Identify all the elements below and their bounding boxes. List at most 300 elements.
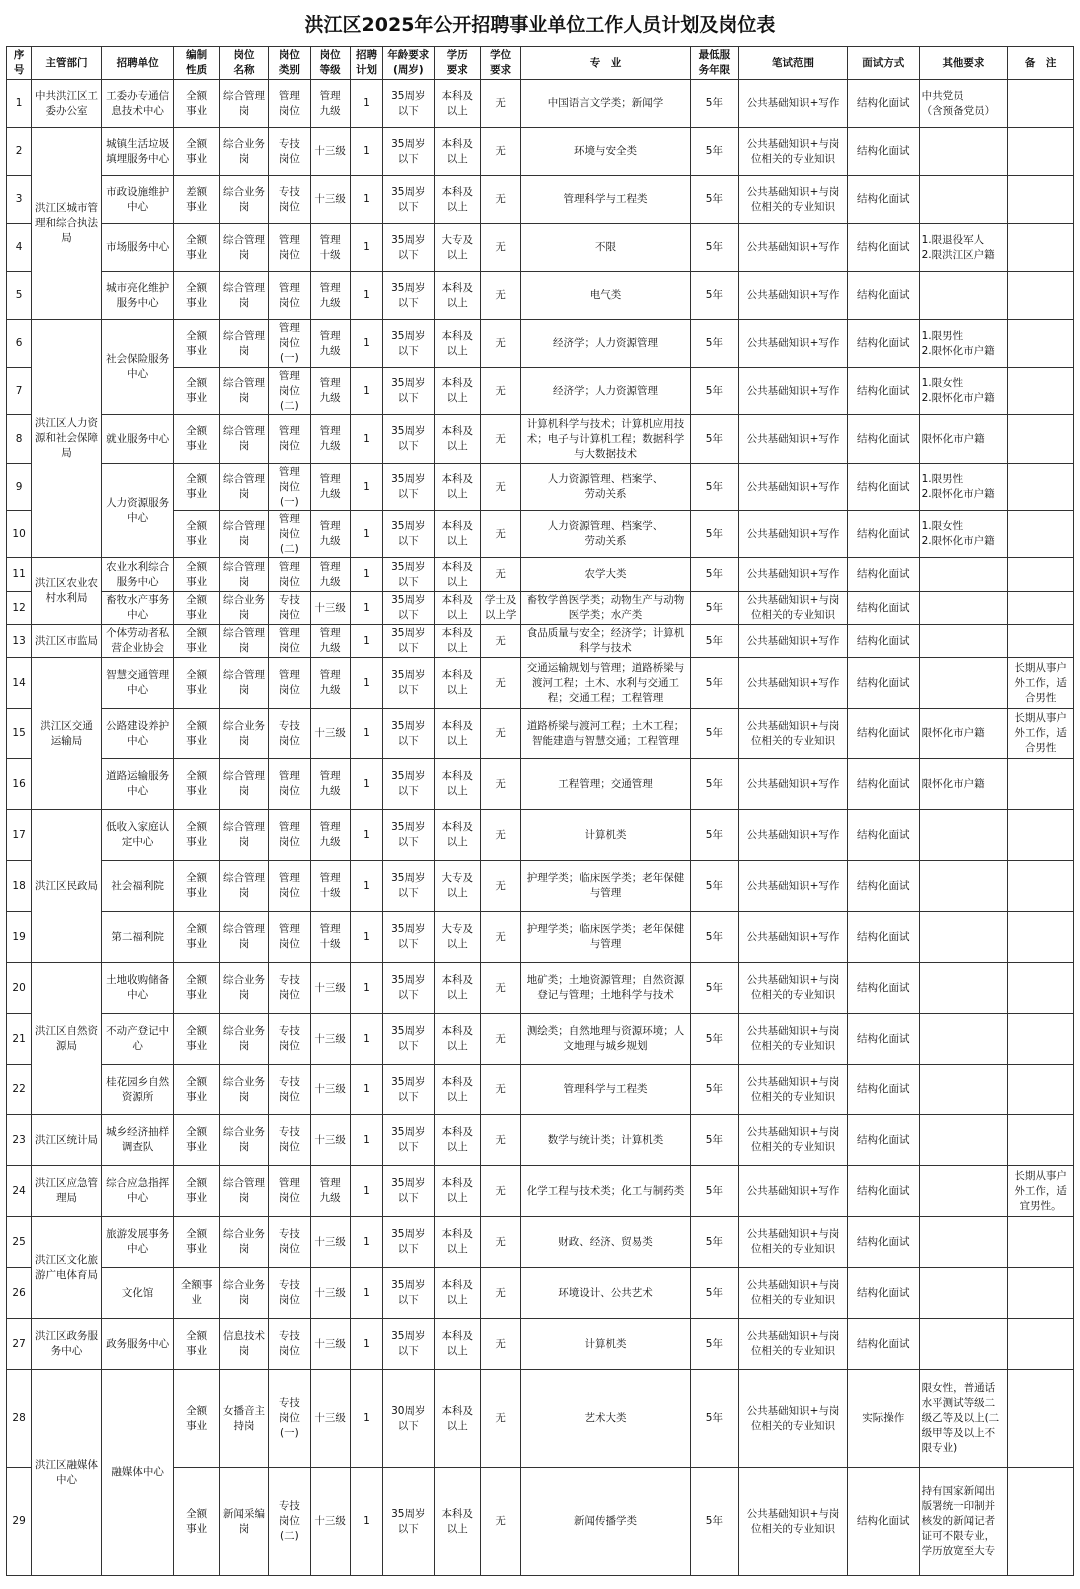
cell-interview: 结构化面试 — [847, 1166, 919, 1217]
recruitment-table — [6, 46, 1074, 1576]
cell-interview: 结构化面试 — [847, 320, 919, 368]
cell-category: 管理 岗位 — [269, 224, 310, 272]
cell-age: 35周岁 以下 — [383, 759, 434, 810]
cell-level: 管理 九级 — [310, 511, 350, 558]
cell-education: 本科及 以上 — [434, 1468, 480, 1576]
cell-age: 35周岁 以下 — [383, 558, 434, 592]
cell-interview: 结构化面试 — [847, 1468, 919, 1576]
cell-major: 数学与统计类；计算机类 — [521, 1115, 690, 1166]
cell-interview: 结构化面试 — [847, 1065, 919, 1115]
cell-post: 综合管理 岗 — [219, 368, 268, 415]
cell-category: 专技 岗位 — [269, 963, 310, 1014]
cell-age: 35周岁 以下 — [383, 625, 434, 658]
cell-other-requirements: 1.限女性 2.限怀化市户籍 — [919, 511, 1008, 558]
cell-other-requirements — [919, 1115, 1008, 1166]
cell-level: 管理 九级 — [310, 464, 350, 511]
table-row — [7, 558, 1074, 592]
cell-plan: 1 — [350, 1468, 382, 1576]
cell-post: 综合业务 岗 — [219, 1217, 268, 1268]
cell-major: 环境设计、公共艺术 — [521, 1268, 690, 1319]
cell-unit: 社会保险服务 中心 — [101, 320, 174, 415]
cell-exam-scope: 公共基础知识+写作 — [739, 415, 848, 464]
cell-age: 35周岁 以下 — [383, 511, 434, 558]
cell-interview: 结构化面试 — [847, 658, 919, 709]
cell-min-years: 5年 — [690, 625, 738, 658]
cell-other-requirements: 持有国家新闻出 版署统一印制并 核发的新闻记者 证可不限专业， 学历放宽至大专 — [919, 1468, 1008, 1576]
column-header: 主管部门 — [32, 47, 102, 80]
column-header: 学历 要求 — [434, 47, 480, 80]
cell-unit: 城镇生活垃圾 填埋服务中心 — [101, 128, 174, 176]
cell-exam-scope: 公共基础知识+写作 — [739, 80, 848, 128]
cell-nature: 全额 事业 — [174, 810, 219, 861]
cell-no: 7 — [7, 368, 32, 415]
cell-education: 本科及 以上 — [434, 1115, 480, 1166]
cell-age: 35周岁 以下 — [383, 810, 434, 861]
cell-min-years: 5年 — [690, 1370, 738, 1468]
cell-post: 综合管理 岗 — [219, 511, 268, 558]
cell-level: 管理 十级 — [310, 224, 350, 272]
cell-nature: 全额 事业 — [174, 80, 219, 128]
cell-no: 10 — [7, 511, 32, 558]
cell-unit: 不动产登记中 心 — [101, 1014, 174, 1065]
cell-unit: 畜牧水产事务 中心 — [101, 592, 174, 625]
cell-degree: 无 — [480, 1115, 520, 1166]
cell-age: 35周岁 以下 — [383, 1468, 434, 1576]
cell-other-requirements: 限怀化市户籍 — [919, 709, 1008, 759]
cell-unit: 桂花园乡自然 资源所 — [101, 1065, 174, 1115]
cell-min-years: 5年 — [690, 1217, 738, 1268]
cell-note — [1008, 272, 1074, 320]
cell-other-requirements: 1.限男性 2.限怀化市户籍 — [919, 464, 1008, 511]
cell-note — [1008, 176, 1074, 224]
cell-category: 专技 岗位 — [269, 1217, 310, 1268]
column-header: 岗位 名称 — [219, 47, 268, 80]
cell-exam-scope: 公共基础知识+写作 — [739, 861, 848, 912]
table-row — [7, 415, 1074, 464]
cell-category: 管理 岗位 — [269, 658, 310, 709]
cell-other-requirements: 限女性，普通话 水平测试等级二 级乙等及以上(二 级甲等及以上不 限专业) — [919, 1370, 1008, 1468]
cell-no: 14 — [7, 658, 32, 709]
cell-level: 管理 九级 — [310, 320, 350, 368]
cell-plan: 1 — [350, 464, 382, 511]
cell-unit: 人力资源服务 中心 — [101, 464, 174, 558]
cell-note — [1008, 1115, 1074, 1166]
cell-nature: 全额 事业 — [174, 1166, 219, 1217]
cell-level: 十三级 — [310, 1014, 350, 1065]
cell-nature: 全额 事业 — [174, 912, 219, 963]
cell-education: 本科及 以上 — [434, 658, 480, 709]
cell-category: 专技 岗位 (一) — [269, 1370, 310, 1468]
cell-exam-scope: 公共基础知识+写作 — [739, 810, 848, 861]
cell-interview: 结构化面试 — [847, 128, 919, 176]
cell-other-requirements — [919, 1166, 1008, 1217]
cell-education: 本科及 以上 — [434, 709, 480, 759]
cell-note — [1008, 759, 1074, 810]
cell-unit: 市政设施维护 中心 — [101, 176, 174, 224]
cell-note — [1008, 592, 1074, 625]
cell-age: 30周岁 以下 — [383, 1370, 434, 1468]
cell-department: 洪江区自然资 源局 — [32, 963, 102, 1115]
cell-major: 电气类 — [521, 272, 690, 320]
cell-unit: 农业水利综合 服务中心 — [101, 558, 174, 592]
cell-unit: 市场服务中心 — [101, 224, 174, 272]
cell-education: 本科及 以上 — [434, 759, 480, 810]
cell-plan: 1 — [350, 128, 382, 176]
cell-education: 本科及 以上 — [434, 1065, 480, 1115]
cell-level: 管理 九级 — [310, 625, 350, 658]
cell-level: 管理 九级 — [310, 658, 350, 709]
cell-min-years: 5年 — [690, 810, 738, 861]
cell-post: 综合管理 岗 — [219, 415, 268, 464]
cell-note — [1008, 1065, 1074, 1115]
column-header: 其他要求 — [919, 47, 1008, 80]
cell-education: 本科及 以上 — [434, 176, 480, 224]
cell-education: 大专及 以上 — [434, 912, 480, 963]
cell-age: 35周岁 以下 — [383, 128, 434, 176]
cell-post: 综合业务 岗 — [219, 128, 268, 176]
cell-level: 管理 十级 — [310, 861, 350, 912]
cell-note — [1008, 861, 1074, 912]
cell-major: 工程管理；交通管理 — [521, 759, 690, 810]
cell-plan: 1 — [350, 1319, 382, 1370]
cell-department: 洪江区政务服 务中心 — [32, 1319, 102, 1370]
cell-min-years: 5年 — [690, 1468, 738, 1576]
cell-post: 综合管理 岗 — [219, 861, 268, 912]
cell-unit: 城市亮化维护 服务中心 — [101, 272, 174, 320]
cell-age: 35周岁 以下 — [383, 415, 434, 464]
cell-degree: 无 — [480, 1217, 520, 1268]
cell-nature: 全额 事业 — [174, 128, 219, 176]
cell-plan: 1 — [350, 1014, 382, 1065]
cell-level: 管理 十级 — [310, 912, 350, 963]
cell-department: 洪江区统计局 — [32, 1115, 102, 1166]
cell-min-years: 5年 — [690, 558, 738, 592]
cell-exam-scope: 公共基础知识+写作 — [739, 320, 848, 368]
cell-education: 本科及 以上 — [434, 1166, 480, 1217]
cell-nature: 全额 事业 — [174, 1370, 219, 1468]
cell-exam-scope: 公共基础知识+与岗 位相关的专业知识 — [739, 1115, 848, 1166]
cell-degree: 无 — [480, 176, 520, 224]
cell-nature: 全额 事业 — [174, 320, 219, 368]
cell-level: 管理 九级 — [310, 80, 350, 128]
cell-min-years: 5年 — [690, 272, 738, 320]
cell-other-requirements: 1.限女性 2.限怀化市户籍 — [919, 368, 1008, 415]
cell-post: 信息技术 岗 — [219, 1319, 268, 1370]
cell-category: 专技 岗位 — [269, 1014, 310, 1065]
cell-age: 35周岁 以下 — [383, 1268, 434, 1319]
cell-post: 综合业务 岗 — [219, 176, 268, 224]
cell-unit: 公路建设养护 中心 — [101, 709, 174, 759]
cell-min-years: 5年 — [690, 1268, 738, 1319]
cell-level: 管理 九级 — [310, 272, 350, 320]
cell-post: 综合业务 岗 — [219, 1115, 268, 1166]
cell-interview: 结构化面试 — [847, 810, 919, 861]
column-header: 岗位 类别 — [269, 47, 310, 80]
cell-plan: 1 — [350, 511, 382, 558]
cell-exam-scope: 公共基础知识+写作 — [739, 558, 848, 592]
cell-interview: 结构化面试 — [847, 1217, 919, 1268]
cell-level: 十三级 — [310, 1115, 350, 1166]
cell-other-requirements — [919, 861, 1008, 912]
cell-other-requirements: 中共党员 （含预备党员） — [919, 80, 1008, 128]
cell-interview: 结构化面试 — [847, 224, 919, 272]
cell-nature: 全额 事业 — [174, 963, 219, 1014]
cell-post: 综合管理 岗 — [219, 464, 268, 511]
cell-no: 26 — [7, 1268, 32, 1319]
cell-no: 6 — [7, 320, 32, 368]
cell-other-requirements — [919, 592, 1008, 625]
cell-post: 综合业务 岗 — [219, 1065, 268, 1115]
cell-note — [1008, 1370, 1074, 1468]
table-row — [7, 1166, 1074, 1217]
cell-no: 3 — [7, 176, 32, 224]
cell-degree: 无 — [480, 1014, 520, 1065]
cell-min-years: 5年 — [690, 511, 738, 558]
cell-age: 35周岁 以下 — [383, 1115, 434, 1166]
cell-education: 本科及 以上 — [434, 272, 480, 320]
cell-exam-scope: 公共基础知识+写作 — [739, 912, 848, 963]
cell-level: 十三级 — [310, 176, 350, 224]
cell-other-requirements: 限怀化市户籍 — [919, 415, 1008, 464]
cell-department: 洪江区文化旅 游广电体育局 — [32, 1217, 102, 1319]
cell-post: 综合管理 岗 — [219, 759, 268, 810]
cell-no: 15 — [7, 709, 32, 759]
cell-other-requirements — [919, 625, 1008, 658]
cell-exam-scope: 公共基础知识+写作 — [739, 658, 848, 709]
cell-unit: 旅游发展事务 中心 — [101, 1217, 174, 1268]
cell-min-years: 5年 — [690, 176, 738, 224]
cell-major: 食品质量与安全；经济学；计算机 科学与技术 — [521, 625, 690, 658]
cell-plan: 1 — [350, 625, 382, 658]
cell-exam-scope: 公共基础知识+与岗 位相关的专业知识 — [739, 176, 848, 224]
cell-min-years: 5年 — [690, 415, 738, 464]
cell-category: 管理 岗位 (二) — [269, 368, 310, 415]
cell-level: 十三级 — [310, 1319, 350, 1370]
cell-note — [1008, 511, 1074, 558]
cell-degree: 无 — [480, 224, 520, 272]
cell-major: 护理学类；临床医学类；老年保健 与管理 — [521, 912, 690, 963]
cell-age: 35周岁 以下 — [383, 709, 434, 759]
cell-major: 道路桥梁与渡河工程；土木工程； 智能建造与智慧交通；工程管理 — [521, 709, 690, 759]
cell-other-requirements — [919, 128, 1008, 176]
cell-plan: 1 — [350, 592, 382, 625]
cell-age: 35周岁 以下 — [383, 658, 434, 709]
cell-category: 管理 岗位 — [269, 912, 310, 963]
cell-age: 35周岁 以下 — [383, 464, 434, 511]
column-header: 最低服 务年限 — [690, 47, 738, 80]
cell-exam-scope: 公共基础知识+与岗 位相关的专业知识 — [739, 963, 848, 1014]
cell-degree: 无 — [480, 1065, 520, 1115]
cell-education: 大专及 以上 — [434, 861, 480, 912]
column-header: 招聘单位 — [101, 47, 174, 80]
cell-degree: 无 — [480, 759, 520, 810]
cell-department: 洪江区市监局 — [32, 625, 102, 658]
cell-major: 化学工程与技术类；化工与制药类 — [521, 1166, 690, 1217]
cell-education: 本科及 以上 — [434, 592, 480, 625]
cell-note — [1008, 368, 1074, 415]
cell-level: 十三级 — [310, 709, 350, 759]
cell-category: 专技 岗位 — [269, 1319, 310, 1370]
cell-interview: 结构化面试 — [847, 759, 919, 810]
cell-exam-scope: 公共基础知识+与岗 位相关的专业知识 — [739, 1468, 848, 1576]
cell-interview: 结构化面试 — [847, 592, 919, 625]
column-header: 岗位 等级 — [310, 47, 350, 80]
cell-department: 洪江区融媒体 中心 — [32, 1370, 102, 1576]
cell-exam-scope: 公共基础知识+与岗 位相关的专业知识 — [739, 1014, 848, 1065]
table-row — [7, 912, 1074, 963]
cell-major: 管理科学与工程类 — [521, 1065, 690, 1115]
cell-degree: 无 — [480, 511, 520, 558]
table-row — [7, 1115, 1074, 1166]
cell-level: 十三级 — [310, 1370, 350, 1468]
cell-exam-scope: 公共基础知识+写作 — [739, 464, 848, 511]
cell-plan: 1 — [350, 80, 382, 128]
cell-no: 28 — [7, 1370, 32, 1468]
cell-no: 19 — [7, 912, 32, 963]
cell-department: 洪江区城市管 理和综合执法 局 — [32, 128, 102, 320]
table-row — [7, 128, 1074, 176]
cell-degree: 无 — [480, 1319, 520, 1370]
cell-min-years: 5年 — [690, 759, 738, 810]
cell-min-years: 5年 — [690, 709, 738, 759]
table-row — [7, 1319, 1074, 1370]
cell-category: 专技 岗位 (二) — [269, 1468, 310, 1576]
cell-note — [1008, 1319, 1074, 1370]
document-title: 洪江区2025年公开招聘事业单位工作人员计划及岗位表 — [304, 14, 776, 36]
cell-degree: 无 — [480, 415, 520, 464]
cell-major: 不限 — [521, 224, 690, 272]
cell-post: 综合业务 岗 — [219, 1014, 268, 1065]
cell-age: 35周岁 以下 — [383, 861, 434, 912]
cell-note — [1008, 1014, 1074, 1065]
cell-major: 测绘类；自然地理与资源环境；人 文地理与城乡规划 — [521, 1014, 690, 1065]
cell-min-years: 5年 — [690, 592, 738, 625]
cell-degree: 无 — [480, 558, 520, 592]
cell-education: 本科及 以上 — [434, 1370, 480, 1468]
table-row — [7, 176, 1074, 224]
cell-major: 环境与安全类 — [521, 128, 690, 176]
cell-min-years: 5年 — [690, 1115, 738, 1166]
cell-education: 本科及 以上 — [434, 1014, 480, 1065]
cell-degree: 无 — [480, 1268, 520, 1319]
cell-other-requirements — [919, 658, 1008, 709]
column-header: 序号 — [7, 47, 32, 80]
cell-note: 长期从事户 外工作，适 合男性 — [1008, 709, 1074, 759]
cell-unit: 道路运输服务 中心 — [101, 759, 174, 810]
cell-other-requirements: 限怀化市户籍 — [919, 759, 1008, 810]
cell-unit: 就业服务中心 — [101, 415, 174, 464]
cell-nature: 全额 事业 — [174, 558, 219, 592]
cell-no: 29 — [7, 1468, 32, 1576]
cell-other-requirements — [919, 272, 1008, 320]
cell-min-years: 5年 — [690, 464, 738, 511]
cell-unit: 融媒体中心 — [101, 1370, 174, 1576]
cell-min-years: 5年 — [690, 80, 738, 128]
cell-plan: 1 — [350, 1166, 382, 1217]
cell-major: 艺术大类 — [521, 1370, 690, 1468]
cell-min-years: 5年 — [690, 963, 738, 1014]
cell-nature: 全额 事业 — [174, 861, 219, 912]
cell-post: 综合管理 岗 — [219, 80, 268, 128]
cell-nature: 全额 事业 — [174, 592, 219, 625]
cell-post: 综合业务 岗 — [219, 1268, 268, 1319]
cell-interview: 结构化面试 — [847, 1014, 919, 1065]
cell-unit: 工委办专通信 息技术中心 — [101, 80, 174, 128]
cell-unit: 社会福利院 — [101, 861, 174, 912]
cell-post: 女播音主 持岗 — [219, 1370, 268, 1468]
cell-degree: 无 — [480, 320, 520, 368]
cell-exam-scope: 公共基础知识+与岗 位相关的专业知识 — [739, 1217, 848, 1268]
cell-category: 专技 岗位 — [269, 1065, 310, 1115]
cell-interview: 结构化面试 — [847, 176, 919, 224]
cell-note — [1008, 625, 1074, 658]
cell-post: 综合管理 岗 — [219, 272, 268, 320]
cell-plan: 1 — [350, 658, 382, 709]
cell-other-requirements — [919, 1319, 1008, 1370]
cell-interview: 结构化面试 — [847, 272, 919, 320]
cell-category: 管理 岗位 (一) — [269, 320, 310, 368]
cell-no: 2 — [7, 128, 32, 176]
cell-level: 管理 九级 — [310, 368, 350, 415]
column-header: 学位 要求 — [480, 47, 520, 80]
cell-note: 长期从事户 外工作，适 合男性 — [1008, 658, 1074, 709]
cell-age: 35周岁 以下 — [383, 176, 434, 224]
cell-age: 35周岁 以下 — [383, 592, 434, 625]
cell-education: 本科及 以上 — [434, 415, 480, 464]
table-row — [7, 810, 1074, 861]
cell-level: 十三级 — [310, 128, 350, 176]
cell-interview: 结构化面试 — [847, 1268, 919, 1319]
cell-degree: 无 — [480, 1468, 520, 1576]
cell-education: 本科及 以上 — [434, 558, 480, 592]
cell-note — [1008, 963, 1074, 1014]
cell-category: 专技 岗位 — [269, 176, 310, 224]
cell-no: 16 — [7, 759, 32, 810]
cell-interview: 结构化面试 — [847, 963, 919, 1014]
cell-interview: 结构化面试 — [847, 80, 919, 128]
cell-unit: 个体劳动者私 营企业协会 — [101, 625, 174, 658]
table-row — [7, 1268, 1074, 1319]
cell-exam-scope: 公共基础知识+写作 — [739, 759, 848, 810]
cell-age: 35周岁 以下 — [383, 1065, 434, 1115]
table-row — [7, 1065, 1074, 1115]
cell-major: 护理学类；临床医学类；老年保健 与管理 — [521, 861, 690, 912]
cell-plan: 1 — [350, 1370, 382, 1468]
cell-major: 人力资源管理、档案学、 劳动关系 — [521, 464, 690, 511]
cell-degree: 无 — [480, 810, 520, 861]
cell-unit: 低收入家庭认 定中心 — [101, 810, 174, 861]
cell-post: 综合管理 岗 — [219, 558, 268, 592]
cell-education: 本科及 以上 — [434, 511, 480, 558]
cell-department: 洪江区应急管 理局 — [32, 1166, 102, 1217]
cell-min-years: 5年 — [690, 128, 738, 176]
header-row — [7, 47, 1074, 80]
cell-degree: 无 — [480, 625, 520, 658]
cell-exam-scope: 公共基础知识+与岗 位相关的专业知识 — [739, 709, 848, 759]
cell-degree: 无 — [480, 861, 520, 912]
table-row — [7, 759, 1074, 810]
cell-nature: 全额 事业 — [174, 658, 219, 709]
cell-category: 专技 岗位 — [269, 1115, 310, 1166]
cell-degree: 无 — [480, 912, 520, 963]
cell-nature: 全额 事业 — [174, 272, 219, 320]
cell-education: 本科及 以上 — [434, 128, 480, 176]
cell-plan: 1 — [350, 272, 382, 320]
cell-no: 21 — [7, 1014, 32, 1065]
cell-degree: 无 — [480, 128, 520, 176]
table-row — [7, 963, 1074, 1014]
cell-nature: 全额 事业 — [174, 1014, 219, 1065]
